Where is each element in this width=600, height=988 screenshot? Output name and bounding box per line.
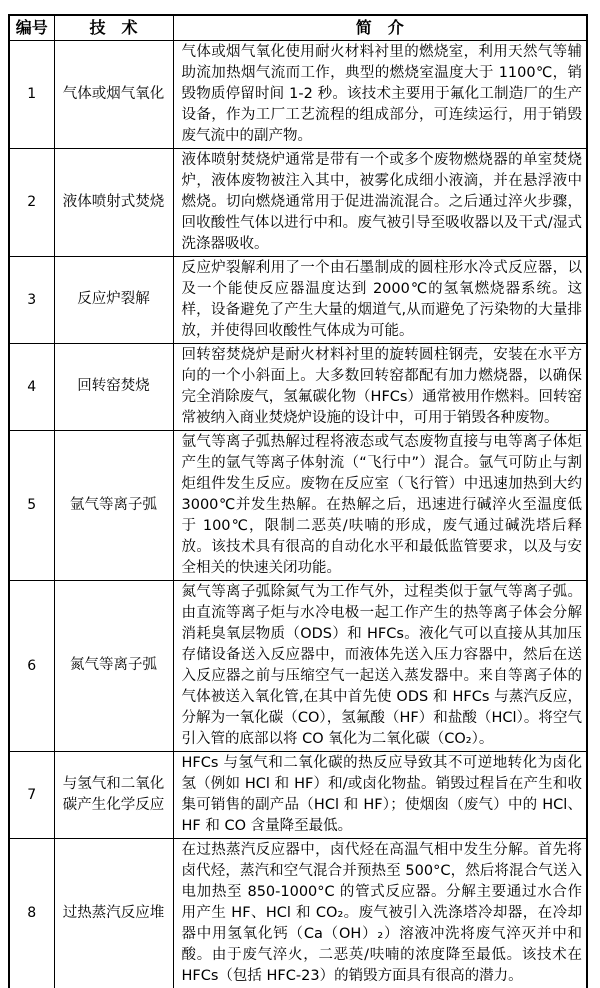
technology-name-cell: 液体喷射式焚烧: [54, 148, 173, 256]
technology-name-cell: 氮气等离子弧: [54, 580, 173, 751]
summary-cell: HFCs 与氢气和二氧化碳的热反应导致其不可逆地转化为卤化氢（例如 HCl 和 HF）和/或卤化物盐。销毁过程旨在产生和收集可销售的副产品（HCl 和 HF）；使烟囱（废气）中的 HCl、HF 和 CO 含量降至最低。: [173, 751, 587, 838]
table-row: [9, 838, 587, 988]
table-row: [9, 256, 587, 343]
table-row: [9, 148, 587, 256]
row-number-cell: 1: [9, 40, 54, 148]
summary-cell: 液体喷射焚烧炉通常是带有一个或多个废物燃烧器的单室焚烧炉，液体废物被注入其中，被雾化成细小液滴，并在悬浮液中燃烧。切向燃烧通常用于促进湍流混合。之后通过淬火步骤，回收酸性气体以进行中和。废气被引导至吸收器以及干式/湿式洗涤器吸收。: [173, 148, 587, 256]
technology-name-cell: 反应炉裂解: [54, 256, 173, 343]
table-row: [9, 343, 587, 430]
technology-name-cell: 气体或烟气氧化: [54, 40, 173, 148]
technology-name-cell: 氩气等离子弧: [54, 430, 173, 580]
summary-cell: 氮气等离子弧除氮气为工作气外，过程类似于氩气等离子弧。由直流等离子炬与水冷电极一起工作产生的热等离子体会分解消耗臭氧层物质（ODS）和 HFCs。液化气可以直接从其加压存储设备送入反应器中，而液体先送入压力容器中，然后在送入反应器之前与压缩空气一起送入蒸发器中。来自等离子体的气体被送入氧化管,在其中首先使 ODS 和 HFCs 与蒸汽反应，分解为一氧化碳（CO），氢氟酸（HF）和盐酸（HCl）。将空气引入管的底部以将 CO 氧化为二氧化碳（CO₂）。: [173, 580, 587, 751]
header-cell-summary: 简 介: [173, 15, 587, 40]
table-row: [9, 40, 587, 148]
technology-name-cell: 回转窑焚烧: [54, 343, 173, 430]
header-row: [9, 15, 587, 40]
table-row: [9, 751, 587, 838]
row-number-cell: 6: [9, 580, 54, 751]
summary-cell: 氩气等离子弧热解过程将液态或气态废物直接与电等离子体炬产生的氩气等离子体射流（“飞行中”）混合。氩气可防止与割炬组件发生反应。废物在反应室（飞行管）中迅速加热到大约 3000℃并发生热解。在热解之后，迅速进行碱淬火至温度低于 100℃，限制二恶英/呋喃的形成，废气通过碱洗塔后释放。该技术具有很高的自动化水平和最低监管要求，以及与安全相关的快速关闭功能。: [173, 430, 587, 580]
row-number-cell: 2: [9, 148, 54, 256]
technology-name-cell: 与氢气和二氧化碳产生化学反应: [54, 751, 173, 838]
summary-cell: 在过热蒸汽反应器中，卤代烃在高温气相中发生分解。首先将卤代烃，蒸汽和空气混合并预热至 500°C，然后将混合气送入电加热至 850-1000°C 的管式反应器。分解主要通过水合作用产生 HF、HCl 和 CO₂。废气被引入洗涤塔冷却器，在冷却器中用氢氧化钙（Ca（OH）₂）溶液冲洗将废气淬灭并中和酸。由于废气淬火，二恶英/呋喃的浓度降至最低。该技术在 HFCs（包括 HFC-23）的销毁方面具有很高的潜力。: [173, 838, 587, 988]
table-row: [9, 580, 587, 751]
technology-table: [8, 14, 588, 988]
row-number-cell: 8: [9, 838, 54, 988]
header-cell-number: 编号: [9, 15, 54, 40]
row-number-cell: 3: [9, 256, 54, 343]
summary-cell: 回转窑焚烧炉是耐火材料衬里的旋转圆柱钢壳，安装在水平方向的一个小斜面上。大多数回转窑都配有加力燃烧器，以确保完全消除废气，氢氟碳化物（HFCs）通常被用作燃料。回转窑常被纳入商业焚烧炉设施的设计中，可用于销毁各种废物。: [173, 343, 587, 430]
row-number-cell: 5: [9, 430, 54, 580]
technology-name-cell: 过热蒸汽反应堆: [54, 838, 173, 988]
summary-cell: 反应炉裂解利用了一个由石墨制成的圆柱形水冷式反应器，以及一个能使反应器温度达到 2000℃的氢氧燃烧器系统。这样，设备避免了产生大量的烟道气,从而避免了污染物的大量排放，并使得回收酸性气体成为可能。: [173, 256, 587, 343]
row-number-cell: 4: [9, 343, 54, 430]
row-number-cell: 7: [9, 751, 54, 838]
summary-cell: 气体或烟气氧化使用耐火材料衬里的燃烧室，利用天然气等辅助流加热烟气流而工作，典型的燃烧室温度大于 1100℃，销毁物质停留时间 1-2 秒。该技术主要用于氟化工制造厂的生产设备，作为工厂工艺流程的组成部分，可连续运行，用于销毁废气流中的副产物。: [173, 40, 587, 148]
table-row: [9, 430, 587, 580]
header-cell-technology: 技 术: [54, 15, 173, 40]
